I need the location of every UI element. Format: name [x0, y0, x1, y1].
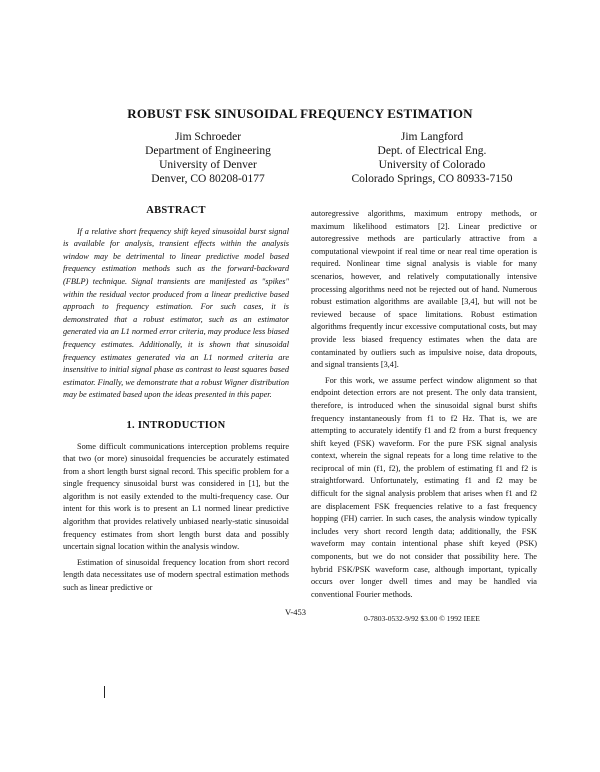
left-column [63, 205, 289, 595]
author-name: Jim Schroeder [174, 131, 242, 143]
paper-title: ROBUST FSK SINUSOIDAL FREQUENCY ESTIMATION [127, 106, 473, 121]
author-address: Denver, CO 80208-0177 [151, 173, 265, 185]
author-name: Jim Langford [400, 131, 464, 143]
page-number: V-453 [285, 607, 306, 617]
copyright-notice: 0-7803-0532-9/92 $3.00 © 1992 IEEE [364, 614, 480, 623]
abstract-text: If a relative short frequency shift keyed sinusoidal burst signal is available for analysis, transient effects within the analysis window may be detrimental to linear predictive model based frequency estimation methods such as the forward-backward (FBLP) technique. Signal transients are manifested as "spikes" within the residual vector produced from a linear predictive based approach to frequency estimation. For such cases, it is demonstrated that a robust estimator, such as an estimator generated via an L1 normed error criteria, may produce less biased frequency estimates. Additionally, it is shown that sinusoidal frequency estimates generated via an L1 normed criteria are insensitive to initial signal phase as contrast to least squares based estimator. Finally, we demonstrate that a robust Wigner distribution may be estimated based upon the ideas presented in this paper. [63, 226, 289, 400]
author-department: Dept. of Electrical Eng. [377, 145, 487, 157]
author-institution: University of Colorado [378, 159, 486, 171]
author-address: Colorado Springs, CO 80933-7150 [351, 173, 513, 185]
intro-paragraph: Estimation of sinusoidal frequency location from short record length data necessitates use of modern spectral estimation methods such as linear predictive or [63, 557, 289, 593]
intro-paragraph: Some difficult communications interception problems require that two (or more) sinusoidal frequencies be accurately estimated from a short length burst signal record. This specific problem for a single frequency sinusoidal burst was considered in [1], but the algorithm is not easily extended to the multi-frequency case. Our intent for this work is to present an L1 normed linear predictive algorithm that provides relatively unbiased nearly-static sinusoidal frequency estimates from short length burst data and possibly uncertain signal location within the analysis window. [63, 441, 289, 552]
right-column [311, 208, 537, 601]
introduction-heading: 1. INTRODUCTION [126, 419, 226, 431]
author-department: Department of Engineering [145, 145, 271, 157]
body-paragraph: For this work, we assume perfect window alignment so that endpoint detection errors are not present. The only data transient, therefore, is introduced when the sinusoidal signal burst shifts frequency instantaneously from f1 to f2 Hz. That is, we are attempting to accurately identify f1 and f2 from a burst frequency shift keyed (FSK) waveform. For the pure FSK signal analysis context, wherein the signal repeats for a long time relative to the reciprocal of min (f1, f2), the problem of estimating f1 and f2 is straightforward. Unfortunately, estimating f1 and f2 may be difficult for the signal analysis problem that arises when f1 and f2 are displacement FSK frequencies relative to a fast frequency hopping (FH) carrier. In such cases, the analysis window typically includes very short record length data; additionally, the FSK waveform may contain intentional phase shift keyed (PSK) components, but we do not consider that possibility here. The hybrid FSK/PSK waveform case, although important, typically occurs over longer dwell times and may be handled via conventional Fourier methods. [311, 375, 537, 599]
margin-mark [104, 686, 105, 698]
abstract-heading: ABSTRACT [146, 205, 206, 216]
author-institution: University of Denver [159, 159, 257, 171]
author-block-langford [322, 130, 542, 186]
body-paragraph: autoregressive algorithms, maximum entropy methods, or maximum likelihood estimators [2]. Linear predictive or autoregressive methods are particularly attractive from a computational viewpoint if real time or near real time operation is required. Nonlinear time signal analysis is viable for many scenarios, however, and relatively computationally intensive processing algorithms need not be rejected out of hand. Numerous robust estimation algorithms are available [3,4], but will not be reviewed because of space limitations. Robust estimation algorithms frequently incur excessive computational costs, but may provide less biased frequency estimates when the data are contaminated by outliers such as impulsive noise, data dropouts, and signal transients [3,4]. [311, 209, 537, 370]
author-block-schroeder [98, 130, 318, 186]
